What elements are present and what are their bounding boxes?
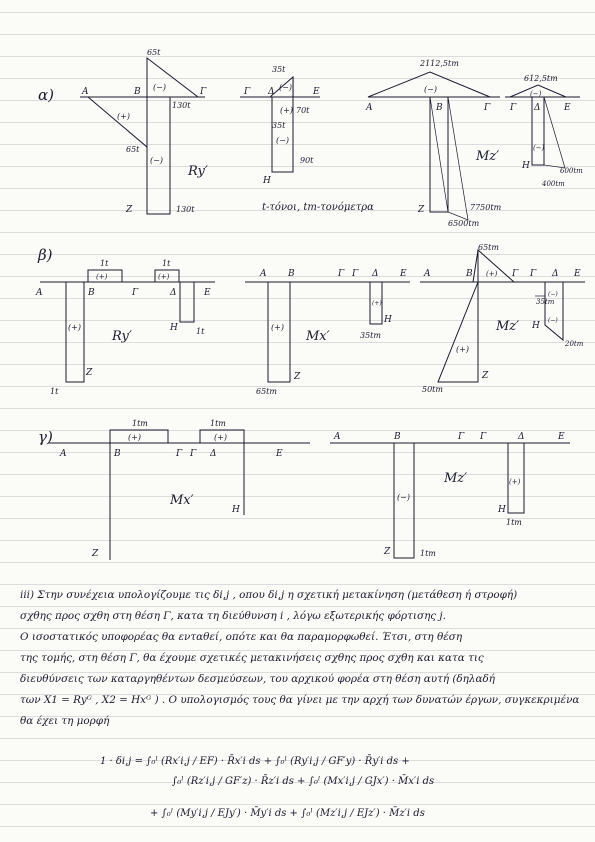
node-E: E [313, 87, 320, 97]
node-A: A [82, 87, 89, 97]
node-G2: Γ [480, 432, 487, 442]
node-D: Δ [552, 269, 559, 279]
alpha-ry-frame2 [240, 65, 320, 186]
node-H: H [170, 323, 178, 333]
sign-plus-1: (+) [96, 273, 108, 281]
label-bottom-1: 7750tm [470, 203, 502, 212]
sign-minus-2: (−) [276, 136, 289, 145]
label-right-value: 130t [172, 101, 191, 110]
formula-line-1 [100, 756, 410, 767]
label-top-value: 35t [272, 65, 286, 74]
sign-minus-1: (−) [548, 291, 558, 298]
gamma-mx-diagram [48, 419, 310, 560]
node-H: H [384, 315, 392, 325]
sign-minus-1: (−) [530, 90, 542, 98]
node-G1: Γ [512, 269, 519, 279]
node-E: E [400, 269, 407, 279]
label-v2: 400tm [542, 180, 565, 188]
label-v1: 70t [296, 106, 310, 115]
node-B: B [114, 449, 121, 459]
diagram-name: Mz′ [476, 149, 500, 164]
column-diagram [66, 282, 84, 382]
diagram-name: Ry′ [112, 329, 132, 344]
node-B: B [288, 269, 295, 279]
label-top-value: 65t [147, 48, 161, 57]
label-v2: 35tm [360, 331, 381, 340]
label-v3: 20tm [565, 340, 584, 348]
sign-minus-2: (−) [548, 317, 558, 324]
label-v2: 35tm [536, 298, 555, 306]
text-line-7: θα έχει τη μορφή [20, 715, 110, 727]
label-t1: 1t [100, 259, 109, 268]
column-moment [430, 97, 468, 220]
column-moment [438, 282, 478, 382]
explanation-paragraph [20, 585, 585, 732]
formula-term-5: + ∫₀ˡ (My′i,j / EJy′) · M̄y′i ds + [150, 808, 298, 819]
label-v2: 35t [272, 121, 286, 130]
sign-minus-2: (−) [150, 156, 163, 165]
node-H: H [232, 505, 240, 515]
sign-minus-1: (−) [153, 83, 166, 92]
sign-plus-1: (+) [128, 433, 141, 442]
node-H: H [498, 505, 506, 515]
node-D: Δ [170, 288, 177, 298]
formula-term-1: ∫₀ˡ (Rx′i,j / EF) · R̄x′i ds + [146, 756, 273, 767]
node-B: B [88, 288, 95, 298]
formula-lhs: 1 · δi,j = [100, 756, 143, 767]
label-bottom: 1t [50, 387, 59, 396]
column-diagram-2 [180, 282, 194, 322]
label-v1: 50tm [422, 385, 443, 394]
node-G: Γ [200, 87, 207, 97]
label-bottom-value: 130t [176, 205, 195, 214]
node-A: A [36, 288, 43, 298]
text-line-6: των X1 = Ryᴳ , X2 = Hxᴳ ) . Ο υπολογισμός τους θα γίνει με την αρχή των δυνατών έργων, συγκεκριμένα [20, 694, 580, 706]
node-A: A [60, 449, 67, 459]
node-E: E [558, 432, 565, 442]
alpha-mz-diagram [365, 59, 502, 228]
label-v1: 600tm [560, 167, 583, 175]
formula-term-3: ∫₀ˡ (Rz′i,j / GF′z) · R̄z′i ds + [172, 776, 306, 787]
sign-plus: (+) [280, 106, 293, 115]
diagram-name: Mx′ [306, 329, 330, 344]
node-Z: Z [384, 547, 391, 557]
node-G2: Γ [352, 269, 359, 279]
formula-term-6: ∫₀ˡ (Mz′i,j / EJz′) · M̄z′i ds [301, 808, 425, 819]
node-Z: Z [92, 549, 99, 559]
node-G: Γ [132, 288, 139, 298]
label-right: 1t [196, 327, 205, 336]
node-G: Γ [484, 103, 491, 113]
node-D: Δ [518, 432, 525, 442]
beta-ry-diagram [35, 259, 215, 396]
sign-plus-1: (+) [486, 270, 498, 278]
column-moment [544, 97, 565, 168]
formula-term-2: ∫₀ˡ (Ry′i,j / GF′y) · R̄y′i ds + [275, 756, 410, 767]
diagram-name: Mz′ [496, 319, 520, 334]
label-peak: 2112,5tm [420, 59, 459, 68]
label-v2: 1tm [506, 518, 522, 527]
label-bottom-2: 6500tm [448, 219, 480, 228]
sign-plus-2: (+) [372, 300, 382, 307]
node-B: B [134, 87, 141, 97]
formula-term-4: ∫₀ˡ (Mx′i,j / GJx′) · M̄x′i ds [308, 776, 435, 787]
node-D: Δ [268, 87, 275, 97]
node-Z: Z [482, 371, 489, 381]
caption: t-τόνοι, tm-τονόμετρα [262, 202, 374, 213]
node-E: E [564, 103, 571, 113]
beam-moment-left [473, 250, 478, 282]
node-G2: Γ [190, 449, 197, 459]
node-E: E [204, 288, 211, 298]
formula-line-3 [150, 808, 425, 819]
beta-mz-diagram [420, 243, 585, 394]
node-G: Γ [244, 87, 251, 97]
column-diagram [268, 282, 290, 382]
node-B: B [394, 432, 401, 442]
sign-plus: (+) [117, 112, 130, 121]
shear-triangle-left [88, 97, 147, 147]
section-label-b: β) [38, 246, 53, 264]
node-H: H [522, 161, 530, 171]
sign-plus-3: (+) [68, 323, 81, 332]
node-A: A [260, 269, 267, 279]
label-v1: 1tm [420, 549, 436, 558]
node-D: Δ [534, 103, 541, 113]
node-G1: Γ [176, 449, 183, 459]
label-v3: 90t [300, 156, 314, 165]
label-t2: 1t [162, 259, 171, 268]
label-peak: 612,5tm [524, 74, 558, 83]
diagram-name: Ry′ [188, 164, 208, 179]
label-v1: 65tm [256, 387, 277, 396]
node-H: H [263, 176, 271, 186]
node-Z: Z [418, 205, 425, 215]
sign-minus-2: (−) [533, 144, 545, 152]
alpha-mz-frame2 [505, 74, 583, 188]
sign-plus-2: (+) [214, 433, 227, 442]
node-E: E [574, 269, 581, 279]
label-left-value: 65t [126, 145, 140, 154]
sign-plus-2: (+) [456, 345, 469, 354]
node-B: B [436, 103, 443, 113]
node-Z: Z [126, 205, 133, 215]
node-A: A [334, 432, 341, 442]
node-G: Γ [510, 103, 517, 113]
node-Z: Z [86, 368, 93, 378]
beta-mx-diagram [245, 269, 410, 396]
label-t1: 1tm [132, 419, 148, 428]
node-G1: Γ [338, 269, 345, 279]
node-D: Δ [372, 269, 379, 279]
text-line-5: διευθύνσεις των καταργηθέντων δεσμεύσεων, του αρχικού φορέα στη θέση αυτή (δηλαδή [20, 673, 495, 685]
text-line-4: της τομής, στη θέση Γ, θα έχουμε σχετικές μετακινήσεις σχθης προς σχθη και κατα τις [20, 652, 484, 664]
sign-minus-1: (−) [279, 83, 292, 92]
node-H: H [532, 321, 540, 331]
alpha-ry-diagram [80, 48, 208, 215]
text-line-1: iii) Στην συνέχεια υπολογίζουμε τις δi,j , οπου δi,j η σχετική μετακίνηση (μετάθεση ή στροφή) [20, 589, 518, 601]
sign-minus: (−) [424, 85, 437, 94]
node-E: E [276, 449, 283, 459]
section-label-a: α) [38, 86, 54, 104]
formula-line-2 [172, 776, 434, 787]
sign-plus: (+) [509, 478, 521, 486]
sign-plus-1: (+) [271, 323, 284, 332]
node-B: B [466, 269, 473, 279]
diagram-name: Mz′ [444, 471, 468, 486]
node-G2: Γ [530, 269, 537, 279]
node-A: A [366, 103, 373, 113]
diagram-name: Mx′ [170, 493, 194, 508]
section-label-c: γ) [38, 428, 53, 446]
node-Z: Z [294, 372, 301, 382]
label-t2: 1tm [210, 419, 226, 428]
label-peak: 65tm [478, 243, 499, 252]
sign-plus-2: (+) [158, 273, 170, 281]
text-line-3: Ο ισοστατικός υποφορέας θα ενταθεί, οπότε και θα παραμορφωθεί. Έτσι, στη θέση [20, 631, 463, 643]
node-G1: Γ [458, 432, 465, 442]
sign-minus: (−) [397, 493, 410, 502]
node-D: Δ [210, 449, 217, 459]
text-line-2: σχθης προς σχθη στη θέση Γ, κατα τη διεύθυνση i , λόγω εξωτερικής φόρτισης j. [20, 610, 446, 622]
node-A: A [424, 269, 431, 279]
gamma-mz-diagram [330, 432, 570, 558]
